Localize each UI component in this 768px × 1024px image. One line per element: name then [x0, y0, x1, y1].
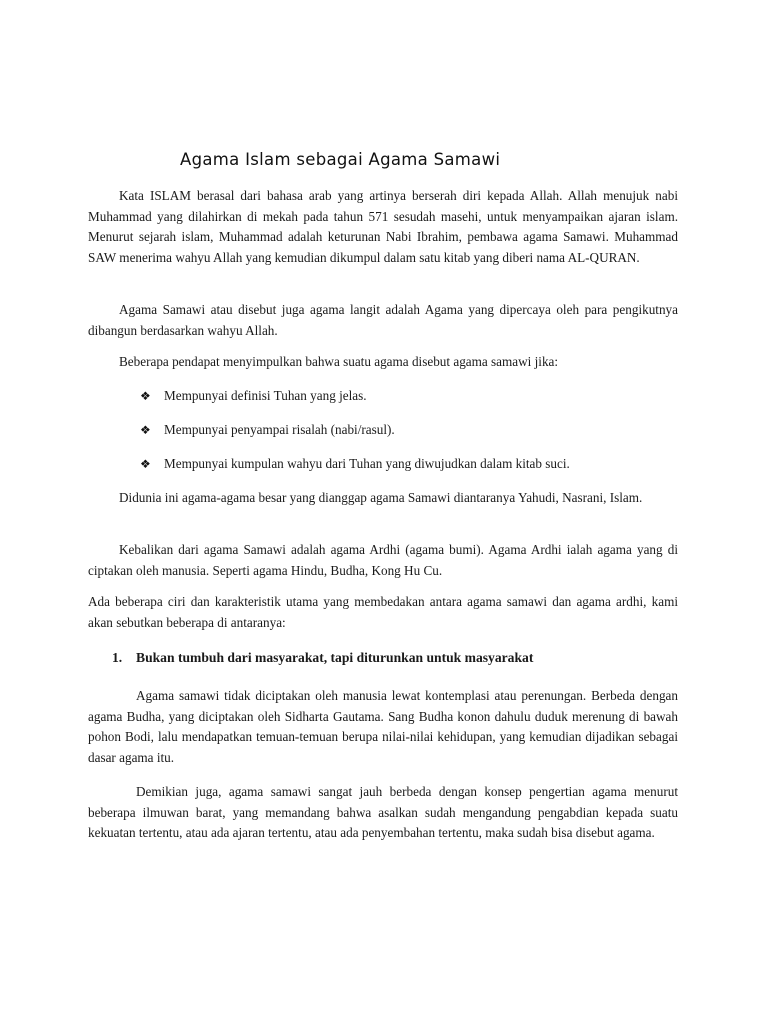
paragraph-ardhi: Kebalikan dari agama Samawi adalah agama Ardhi (agama bumi). Agama Ardhi ialah agama yang di ciptakan oleh manusia. Seperti agama Hindu, Budha, Kong Hu Cu. — [88, 542, 678, 578]
paragraph-criteria-intro: Beberapa pendapat menyimpulkan bahwa suatu agama disebut agama samawi jika: — [119, 354, 559, 369]
bullet-item — [140, 386, 367, 406]
diamond-bullet-icon: ❖ — [140, 423, 151, 437]
bullet-item — [140, 454, 570, 474]
numbered-heading — [112, 648, 533, 668]
document-page — [88, 0, 678, 1024]
bullet-text: Mempunyai penyampai risalah (nabi/rasul). — [164, 422, 395, 437]
document-title: Agama Islam sebagai Agama Samawi — [180, 150, 501, 169]
paragraph-samawi-religions: Didunia ini agama-agama besar yang dianggap agama Samawi diantaranya Yahudi, Nasrani, Islam. — [119, 490, 643, 505]
paragraph-not-man-made: Agama samawi tidak diciptakan oleh manusia lewat kontemplasi atau perenungan. Berbeda dengan agama Budha, yang diciptakan oleh Sidharta Gautama. Sang Budha konon dahulu duduk merenung di bawah pohon Bodi, lalu mendapatkan temuan-temuan berupa nilai-nilai kehidupan, yang kemudian dijadikan sebagai dasar agama itu. — [88, 688, 678, 765]
diamond-bullet-icon: ❖ — [140, 457, 151, 471]
paragraph-intro: Kata ISLAM berasal dari bahasa arab yang artinya berserah diri kepada Allah. Allah menujuk nabi Muhammad yang dilahirkan di mekah pada tahun 571 sesudah masehi, untuk menyampaikan ajaran islam. Menurut sejarah islam, Muhammad adalah keturunan Nabi Ibrahim, pembawa agama Samawi. Muhammad SAW menerima wahyu Allah yang kemudian dikumpul dalam satu kitab yang diberi nama AL-QURAN. — [88, 188, 678, 265]
paragraph-characteristics: Ada beberapa ciri dan karakteristik utama yang membedakan antara agama samawi dan agama ardhi, kami akan sebutkan beberapa di antaranya: — [88, 594, 678, 630]
paragraph-samawi-definition: Agama Samawi atau disebut juga agama langit adalah Agama yang dipercaya oleh para pengikutnya dibangun berdasarkan wahyu Allah. — [88, 302, 678, 338]
bullet-text: Mempunyai kumpulan wahyu dari Tuhan yang diwujudkan dalam kitab suci. — [164, 456, 570, 471]
heading-text: Bukan tumbuh dari masyarakat, tapi diturunkan untuk masyarakat — [136, 650, 534, 665]
paragraph-western-concept: Demikian juga, agama samawi sangat jauh berbeda dengan konsep pengertian agama menurut beberapa ilmuwan barat, yang memandang bahwa asalkan sudah mengandung pengabdian kepada suatu kekuatan tertentu, atau ada ajaran tertentu, atau ada penyembahan tertentu, maka sudah bisa disebut agama. — [88, 784, 678, 840]
bullet-text: Mempunyai definisi Tuhan yang jelas. — [164, 388, 367, 403]
heading-number: 1. — [112, 650, 123, 665]
diamond-bullet-icon: ❖ — [140, 389, 151, 403]
bullet-item — [140, 420, 395, 440]
